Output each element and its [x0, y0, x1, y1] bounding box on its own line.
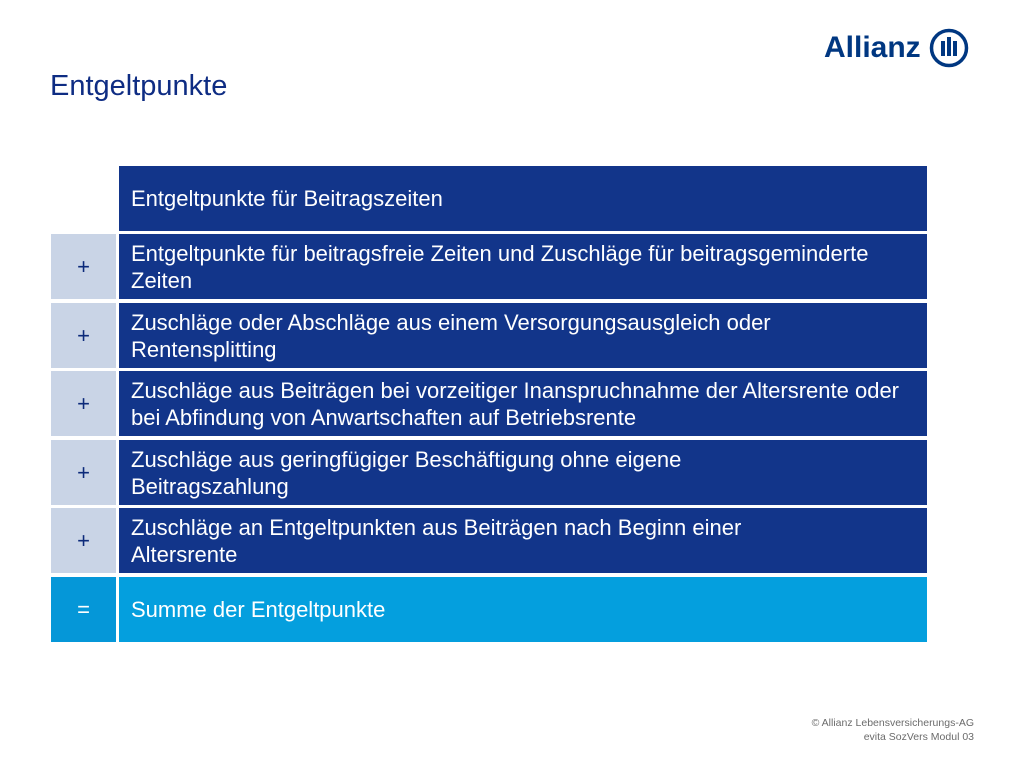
formula-text: Entgeltpunkte für beitragsfreie Zeiten und Zuschläge für beitragsgeminderte Zeiten: [131, 240, 869, 293]
allianz-logo: [824, 28, 969, 68]
operator-cell: =: [51, 577, 116, 642]
formula-text: Summe der Entgeltpunkte: [131, 597, 386, 622]
formula-row: [51, 166, 927, 231]
formula-text: Zuschläge aus geringfügiger Beschäftigung ohne eigene Beitragszahlung: [131, 446, 682, 499]
operator-cell: [51, 166, 116, 231]
formula-box: [119, 440, 927, 505]
formula-row: [51, 371, 927, 436]
operator-cell: +: [51, 234, 116, 299]
footer: [812, 716, 974, 744]
formula-row: [51, 234, 927, 299]
formula-row-sum: [51, 577, 927, 642]
formula-box: [119, 577, 927, 642]
copyright-text: © Allianz Lebensversicherungs-AG: [811, 717, 974, 729]
formula-text: Entgeltpunkte für Beitragszeiten: [131, 186, 443, 211]
operator-cell: +: [51, 440, 116, 505]
formula-row: [51, 440, 927, 505]
formula-row: [51, 303, 927, 368]
operator-cell: +: [51, 508, 116, 573]
operator-cell: +: [51, 303, 116, 368]
formula-row: [51, 508, 927, 573]
module-text: evita SozVers Modul 03: [863, 731, 974, 743]
formula-text: Zuschläge aus Beiträgen bei vorzeitiger Inanspruchnahme der Altersrente oder bei Abfindung von Anwartschaften auf Betriebsrente: [131, 377, 900, 430]
formula-text: Zuschläge oder Abschläge aus einem Versorgungsausgleich oder Rentensplitting: [131, 309, 771, 362]
formula-box: [119, 371, 927, 436]
operator-cell: +: [51, 371, 116, 436]
formula-text: Zuschläge an Entgeltpunkten aus Beiträgen nach Beginn einer Altersrente: [131, 514, 742, 567]
allianz-eagle-icon: [929, 28, 969, 68]
formula-box: [119, 508, 927, 573]
formula-box: [119, 234, 927, 299]
formula-box: [119, 166, 927, 231]
page-title: Entgeltpunkte: [50, 70, 228, 102]
formula-box: [119, 303, 927, 368]
logo-wordmark: Allianz: [824, 31, 921, 64]
